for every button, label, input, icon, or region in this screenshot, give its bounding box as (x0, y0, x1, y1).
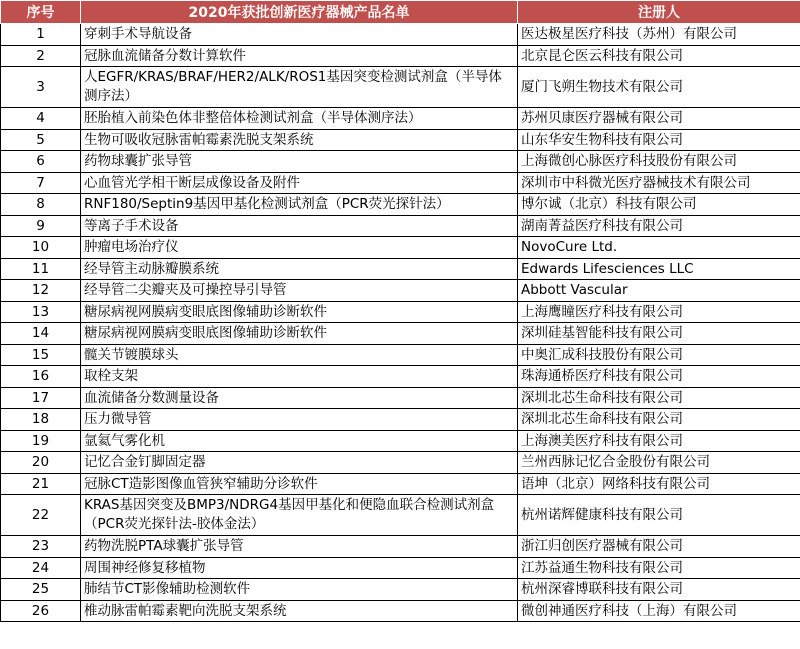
row-index-cell: 4 (1, 108, 81, 130)
row-product-name-cell: 经导管主动脉瓣膜系统 (81, 258, 518, 280)
row-product-name-cell: 取栓支架 (81, 366, 518, 388)
row-index-cell: 15 (1, 344, 81, 366)
row-registrant-cell: 北京昆仑医云科技有限公司 (518, 45, 800, 67)
row-registrant-cell: 上海微创心脉医疗科技股份有限公司 (518, 151, 800, 173)
row-product-name-cell: 经导管二尖瓣夹及可操控导引导管 (81, 280, 518, 302)
row-product-name-cell: 椎动脉雷帕霉素靶向洗脱支架系统 (81, 600, 518, 622)
row-index-cell: 1 (1, 24, 81, 46)
row-product-name-cell: 冠脉CT造影图像血管狭窄辅助分诊软件 (81, 473, 518, 495)
row-index-cell: 20 (1, 452, 81, 474)
row-product-name-cell: 人EGFR/KRAS/BRAF/HER2/ALK/ROS1基因突变检测试剂盒（半导体测序法） (81, 67, 518, 108)
row-product-name-cell: 穿刺手术导航设备 (81, 24, 518, 46)
row-registrant-cell: 深圳市中科微光医疗器械技术有限公司 (518, 172, 800, 194)
row-registrant-cell: 珠海通桥医疗科技有限公司 (518, 366, 800, 388)
row-index-cell: 18 (1, 409, 81, 431)
row-product-name-cell: 心血管光学相干断层成像设备及附件 (81, 172, 518, 194)
row-registrant-cell: 深圳北芯生命科技有限公司 (518, 387, 800, 409)
row-index-cell: 5 (1, 129, 81, 151)
table-row (1, 194, 800, 216)
table-row (1, 151, 800, 173)
row-index-cell: 26 (1, 600, 81, 622)
row-index-cell: 9 (1, 215, 81, 237)
row-registrant-cell: 苏州贝康医疗器械有限公司 (518, 108, 800, 130)
table-row (1, 495, 800, 536)
row-registrant-cell: Abbott Vascular (518, 280, 800, 302)
row-product-name-cell: 药物洗脱PTA球囊扩张导管 (81, 536, 518, 558)
row-registrant-cell: 湖南菁益医疗科技有限公司 (518, 215, 800, 237)
row-registrant-cell: 深圳北芯生命科技有限公司 (518, 409, 800, 431)
row-product-name-cell: RNF180/Septin9基因甲基化检测试剂盒（PCR荧光探针法） (81, 194, 518, 216)
row-product-name-cell: 记忆合金钉脚固定器 (81, 452, 518, 474)
header-index: 序号 (1, 1, 81, 24)
row-registrant-cell: 杭州诺辉健康科技有限公司 (518, 495, 800, 536)
table-row (1, 557, 800, 579)
row-index-cell: 23 (1, 536, 81, 558)
row-product-name-cell: 冠脉血流储备分数计算软件 (81, 45, 518, 67)
row-index-cell: 22 (1, 495, 81, 536)
row-product-name-cell: 肺结节CT影像辅助检测软件 (81, 579, 518, 601)
row-product-name-cell: 糖尿病视网膜病变眼底图像辅助诊断软件 (81, 323, 518, 345)
table-row (1, 172, 800, 194)
row-index-cell: 6 (1, 151, 81, 173)
row-product-name-cell: 肿瘤电场治疗仪 (81, 237, 518, 259)
table-row (1, 45, 800, 67)
row-index-cell: 24 (1, 557, 81, 579)
row-registrant-cell: 微创神通医疗科技（上海）有限公司 (518, 600, 800, 622)
row-product-name-cell: 血流储备分数测量设备 (81, 387, 518, 409)
row-index-cell: 19 (1, 430, 81, 452)
row-registrant-cell: 山东华安生物科技有限公司 (518, 129, 800, 151)
header-product-name: 2020年获批创新医疗器械产品名单 (81, 1, 518, 24)
row-index-cell: 3 (1, 67, 81, 108)
row-registrant-cell: 江苏益通生物科技有限公司 (518, 557, 800, 579)
row-registrant-cell: 厦门飞朔生物技术有限公司 (518, 67, 800, 108)
row-registrant-cell: 医达极星医疗科技（苏州）有限公司 (518, 24, 800, 46)
table-row (1, 129, 800, 151)
table-header-row (1, 1, 800, 24)
row-registrant-cell: Edwards Lifesciences LLC (518, 258, 800, 280)
table-row (1, 237, 800, 259)
row-registrant-cell: 博尔诚（北京）科技有限公司 (518, 194, 800, 216)
table-row (1, 24, 800, 46)
table-row (1, 409, 800, 431)
row-index-cell: 17 (1, 387, 81, 409)
row-registrant-cell: 杭州深睿博联科技有限公司 (518, 579, 800, 601)
table-row (1, 108, 800, 130)
row-product-name-cell: 胚胎植入前染色体非整倍体检测试剂盒（半导体测序法） (81, 108, 518, 130)
row-registrant-cell: 深圳硅基智能科技有限公司 (518, 323, 800, 345)
row-product-name-cell: 药物球囊扩张导管 (81, 151, 518, 173)
row-product-name-cell: 糖尿病视网膜病变眼底图像辅助诊断软件 (81, 301, 518, 323)
row-index-cell: 25 (1, 579, 81, 601)
table-row (1, 366, 800, 388)
row-index-cell: 2 (1, 45, 81, 67)
row-registrant-cell: NovoCure Ltd. (518, 237, 800, 259)
table-row (1, 280, 800, 302)
table-row (1, 452, 800, 474)
row-index-cell: 8 (1, 194, 81, 216)
row-index-cell: 11 (1, 258, 81, 280)
row-registrant-cell: 上海澳美医疗科技有限公司 (518, 430, 800, 452)
header-registrant: 注册人 (518, 1, 800, 24)
row-product-name-cell: KRAS基因突变及BMP3/NDRG4基因甲基化和便隐血联合检测试剂盒（PCR荧光探针法-胶体金法） (81, 495, 518, 536)
table-row (1, 600, 800, 622)
table-row (1, 344, 800, 366)
row-registrant-cell: 浙江归创医疗器械有限公司 (518, 536, 800, 558)
row-index-cell: 7 (1, 172, 81, 194)
table-row (1, 301, 800, 323)
row-registrant-cell: 上海鹰瞳医疗科技有限公司 (518, 301, 800, 323)
table-row (1, 323, 800, 345)
row-index-cell: 12 (1, 280, 81, 302)
table-row (1, 536, 800, 558)
row-registrant-cell: 兰州西脉记忆合金股份有限公司 (518, 452, 800, 474)
row-product-name-cell: 等离子手术设备 (81, 215, 518, 237)
row-product-name-cell: 周围神经修复移植物 (81, 557, 518, 579)
row-index-cell: 10 (1, 237, 81, 259)
table-row (1, 67, 800, 108)
row-index-cell: 14 (1, 323, 81, 345)
row-index-cell: 16 (1, 366, 81, 388)
table-row (1, 387, 800, 409)
row-product-name-cell: 生物可吸收冠脉雷帕霉素洗脱支架系统 (81, 129, 518, 151)
table-row (1, 579, 800, 601)
row-product-name-cell: 压力微导管 (81, 409, 518, 431)
table-row (1, 258, 800, 280)
row-registrant-cell: 中奥汇成科技股份有限公司 (518, 344, 800, 366)
row-product-name-cell: 髋关节镀膜球头 (81, 344, 518, 366)
row-product-name-cell: 氩氦气雾化机 (81, 430, 518, 452)
row-index-cell: 21 (1, 473, 81, 495)
row-registrant-cell: 语坤（北京）网络科技有限公司 (518, 473, 800, 495)
table-row (1, 215, 800, 237)
table-row (1, 430, 800, 452)
table-row (1, 473, 800, 495)
row-index-cell: 13 (1, 301, 81, 323)
